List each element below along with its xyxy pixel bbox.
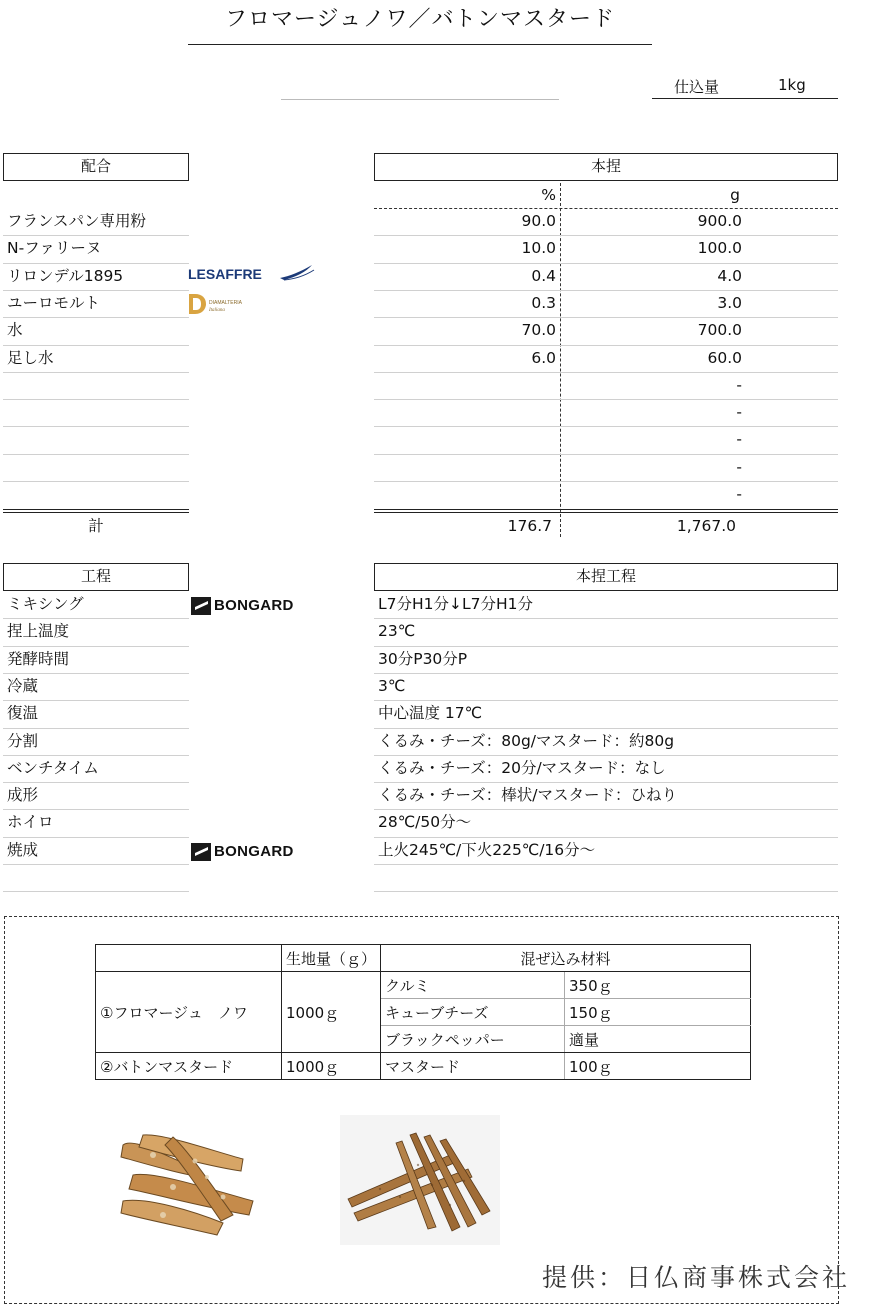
- row-divider: [3, 728, 189, 729]
- baton-moutarde-photo: [340, 1115, 500, 1245]
- process-step: 捏上温度: [7, 622, 70, 641]
- ingredient-gram: 700.0: [697, 321, 742, 340]
- ingredient-gram: -: [736, 485, 742, 503]
- ingredient-name: フランスパン専用粉: [7, 212, 147, 230]
- recipe-header-right: 本捏: [374, 153, 838, 181]
- row-divider: [374, 837, 838, 838]
- ingredient-gram: 900.0: [697, 212, 742, 230]
- row-divider: [3, 618, 189, 619]
- ingredient-gram: 4.0: [717, 266, 742, 285]
- row-divider: [374, 673, 838, 674]
- row-divider: [3, 782, 189, 783]
- ingredient-percent: 10.0: [521, 239, 556, 258]
- bongard-mark-icon: [191, 843, 211, 861]
- ingredient-percent: 70.0: [521, 321, 556, 340]
- ingredient-gram: 3.0: [717, 293, 742, 312]
- row-divider: [3, 646, 189, 647]
- row-divider: [374, 728, 838, 729]
- row-divider: [374, 809, 838, 810]
- process-step: ホイロ: [7, 813, 54, 832]
- variation-dough-2: 1000ｇ: [282, 1053, 381, 1080]
- ingredient-name: [7, 426, 187, 453]
- ingredient-percent: 0.4: [531, 266, 556, 285]
- process-value: L7分H1分↓L7分H1分: [378, 595, 534, 613]
- process-value: 上火245℃/下火225℃/16分～: [378, 840, 596, 859]
- process-value: 30分P30分P: [378, 649, 468, 668]
- ingredient-percent: [460, 372, 556, 399]
- svg-text:LESAFFRE: LESAFFRE: [188, 266, 262, 282]
- title-underline: [188, 44, 652, 45]
- bongard-logo: BONGARD: [191, 842, 315, 862]
- mixin-amount: 適量: [565, 1026, 751, 1053]
- mixin-column-header: 混ぜ込み材料: [381, 945, 751, 972]
- svg-text:Italiana: Italiana: [209, 308, 225, 313]
- mixin-amount: 150ｇ: [565, 999, 751, 1026]
- mixin-amount: 350ｇ: [565, 972, 751, 999]
- process-value: 23℃: [378, 622, 416, 641]
- row-divider: [374, 618, 838, 619]
- process-step: ミキシング: [7, 595, 84, 613]
- row-divider: [374, 646, 838, 647]
- ingredient-percent: 90.0: [521, 212, 556, 230]
- row-divider: [3, 809, 189, 810]
- ingredient-name: [7, 399, 187, 426]
- lesaffre-logo: [188, 262, 318, 284]
- ingredient-name: [7, 372, 187, 399]
- ingredient-name: [7, 454, 187, 481]
- recipe-header-left: 配合: [3, 153, 189, 181]
- ingredient-gram: 100.0: [697, 239, 742, 258]
- process-step: ベンチタイム: [7, 758, 99, 777]
- process-value: くるみ・チーズ：80g/マスタード：約80g: [378, 731, 675, 750]
- mixin-name: キューブチーズ: [381, 999, 565, 1026]
- ingredient-gram: -: [736, 375, 742, 394]
- fromage-noir-photo: [103, 1115, 263, 1245]
- ingredient-gram: 60.0: [707, 348, 742, 367]
- ingredient-percent: [460, 399, 556, 426]
- mixin-name: クルミ: [381, 972, 565, 999]
- variation-dough-1: 1000ｇ: [282, 972, 381, 1053]
- variation-name-2: ②バトンマスタード: [96, 1053, 282, 1080]
- bongard-logo: BONGARD: [191, 596, 315, 616]
- mixin-table: [95, 944, 751, 1080]
- ingredient-name: N-ファリーヌ: [7, 239, 102, 258]
- process-value: 28℃/50分～: [378, 813, 472, 832]
- batch-underline: [652, 98, 838, 99]
- process-header-left: 工程: [3, 563, 189, 591]
- ingredient-name: 足し水: [7, 348, 54, 367]
- process-value: 3℃: [378, 676, 406, 695]
- total-label: 計: [88, 517, 104, 536]
- ingredient-percent: 6.0: [531, 348, 556, 367]
- ingredient-gram: -: [736, 457, 742, 476]
- row-divider: [374, 864, 838, 865]
- mixin-table-corner: [96, 945, 282, 972]
- row-divider: [3, 837, 189, 838]
- ingredient-percent: [460, 426, 556, 453]
- row-divider: [3, 864, 189, 865]
- ingredient-percent: [460, 454, 556, 481]
- process-step: 復温: [7, 704, 39, 723]
- ingredient-gram: -: [736, 403, 742, 422]
- row-divider: [3, 891, 189, 892]
- row-divider: [374, 755, 838, 756]
- percent-column-header: %: [541, 186, 556, 204]
- process-header-right: 本捏工程: [374, 563, 838, 591]
- ingredient-name: リロンデル1895: [7, 266, 124, 285]
- ingredient-name: [7, 481, 187, 508]
- mixin-name: ブラックペッパー: [381, 1026, 565, 1053]
- mixin-name: マスタード: [381, 1053, 565, 1080]
- diamalteria-logo: [188, 292, 258, 316]
- total-gram: 1,767.0: [676, 517, 736, 536]
- ingredient-percent: 0.3: [531, 293, 556, 312]
- row-divider: [374, 700, 838, 701]
- process-value: くるみ・チーズ：20分/マスタード：なし: [378, 758, 666, 777]
- ingredient-percent: [460, 481, 556, 508]
- process-value: くるみ・チーズ：棒状/マスタード：ひねり: [378, 786, 677, 805]
- variation-name-1: ①フロマージュ ノワ: [96, 972, 282, 1053]
- row-divider: [3, 755, 189, 756]
- row-divider: [374, 782, 838, 783]
- ingredient-name: 水: [7, 321, 23, 340]
- svg-text:DIAMALTERIA: DIAMALTERIA: [209, 300, 242, 306]
- row-divider: [374, 891, 838, 892]
- process-step: 発酵時間: [7, 649, 70, 668]
- page-title: フロマージュノワ／バトンマスタード: [224, 7, 616, 32]
- batch-value: 1kg: [778, 76, 806, 94]
- row-divider: [3, 700, 189, 701]
- row-divider: [3, 673, 189, 674]
- bongard-mark-icon: [191, 597, 211, 615]
- credit-text: 提供：日仏商事株式会社: [542, 1263, 851, 1292]
- process-step: 成形: [7, 786, 39, 805]
- total-percent: 176.7: [507, 517, 552, 536]
- process-step: 焼成: [7, 840, 39, 859]
- subtitle-line: [281, 99, 559, 100]
- dough-column-header: 生地量（ｇ）: [282, 945, 381, 972]
- process-value: 中心温度 17℃: [378, 704, 483, 723]
- mixin-amount: 100ｇ: [565, 1053, 751, 1080]
- process-step: 分割: [7, 731, 39, 750]
- process-step: 冷蔵: [7, 676, 39, 695]
- ingredient-gram: -: [736, 430, 742, 449]
- gram-column-header: g: [730, 186, 740, 204]
- ingredient-name: ユーロモルト: [7, 293, 101, 312]
- batch-label: 仕込量: [674, 78, 720, 96]
